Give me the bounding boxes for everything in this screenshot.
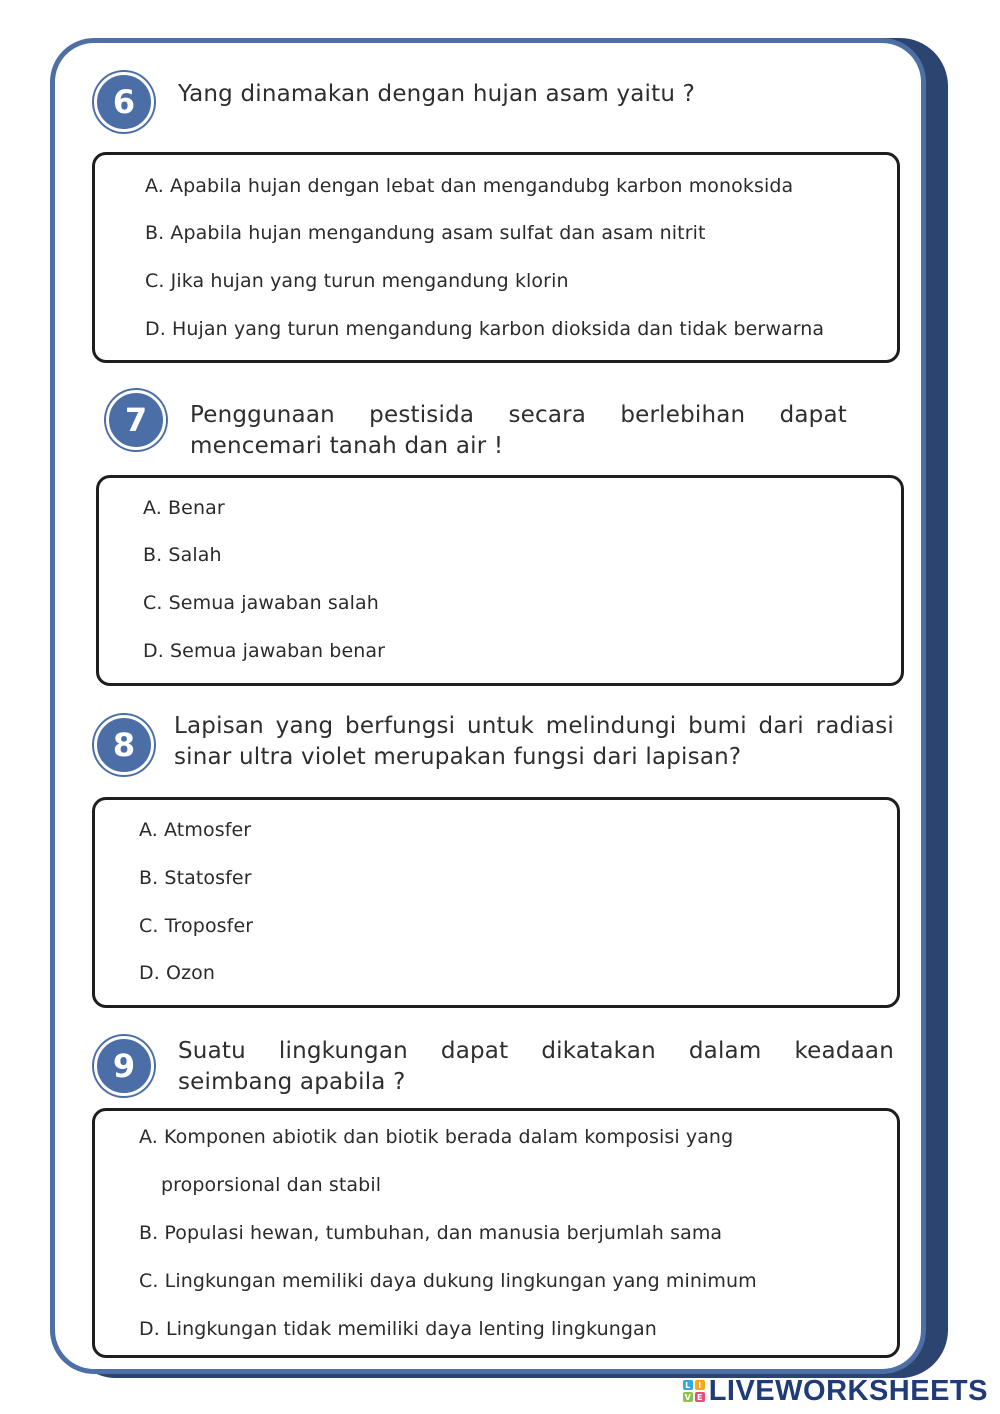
option-b[interactable]: B. Statosfer [139,867,252,889]
question-number-badge: 8 [94,715,154,775]
options-box [92,152,900,363]
options-box [96,475,904,686]
option-d[interactable]: D. Semua jawaban benar [143,640,386,662]
question-number-badge: 7 [106,390,166,450]
question-line: mencemari tanah dan air ! [190,433,504,459]
brand-name: LIVEWORKSHEETS [708,1374,988,1407]
question-line: seimbang apabila ? [178,1069,406,1095]
option-a[interactable]: A. Atmosfer [139,819,252,841]
options-box [92,1108,900,1358]
option-b[interactable]: B. Salah [143,544,222,566]
question-text [178,1036,894,1098]
option-a-continuation: proporsional dan stabil [161,1174,382,1196]
liveworksheets-logo[interactable] [683,1374,988,1408]
option-b[interactable]: B. Populasi hewan, tumbuhan, dan manusia berjumlah sama [139,1222,723,1244]
option-a[interactable]: A. Komponen abiotik dan biotik berada dalam komposisi yang [139,1126,734,1148]
option-c[interactable]: C. Semua jawaban salah [143,592,379,614]
question-text [178,79,878,110]
question-number-badge: 6 [94,72,154,132]
question-line: Lapisan yang berfungsi untuk melindungi bumi dari radiasi [174,713,894,739]
logo-tile: L [683,1380,693,1390]
question-line: sinar ultra violet merupakan fungsi dari lapisan? [174,744,742,770]
question-line: Penggunaan pestisida secara berlebihan dapat [190,402,847,428]
option-a[interactable]: A. Apabila hujan dengan lebat dan mengandubg karbon monoksida [145,175,794,197]
question-text [190,400,847,462]
question-line: Suatu lingkungan dapat dikatakan dalam keadaan [178,1038,894,1064]
options-box [92,797,900,1008]
question-text [174,711,894,773]
option-b[interactable]: B. Apabila hujan mengandung asam sulfat dan asam nitrit [145,222,706,244]
logo-tile: V [684,1392,691,1402]
option-c[interactable]: C. Jika hujan yang turun mengandung klorin [145,270,569,292]
question-number-badge: 9 [94,1036,154,1096]
option-d[interactable]: D. Lingkungan tidak memiliki daya lenting lingkungan [139,1318,657,1340]
option-d[interactable]: D. Hujan yang turun mengandung karbon dioksida dan tidak berwarna [145,318,825,340]
option-d[interactable]: D. Ozon [139,962,216,984]
logo-tile: E [695,1392,705,1402]
logo-mark-icon [683,1380,705,1402]
option-a[interactable]: A. Benar [143,497,225,519]
question-line: Yang dinamakan dengan hujan asam yaitu ? [178,81,696,107]
logo-tile: I [695,1380,705,1390]
option-c[interactable]: C. Troposfer [139,915,254,937]
option-c[interactable]: C. Lingkungan memiliki daya dukung lingkungan yang minimum [139,1270,757,1292]
